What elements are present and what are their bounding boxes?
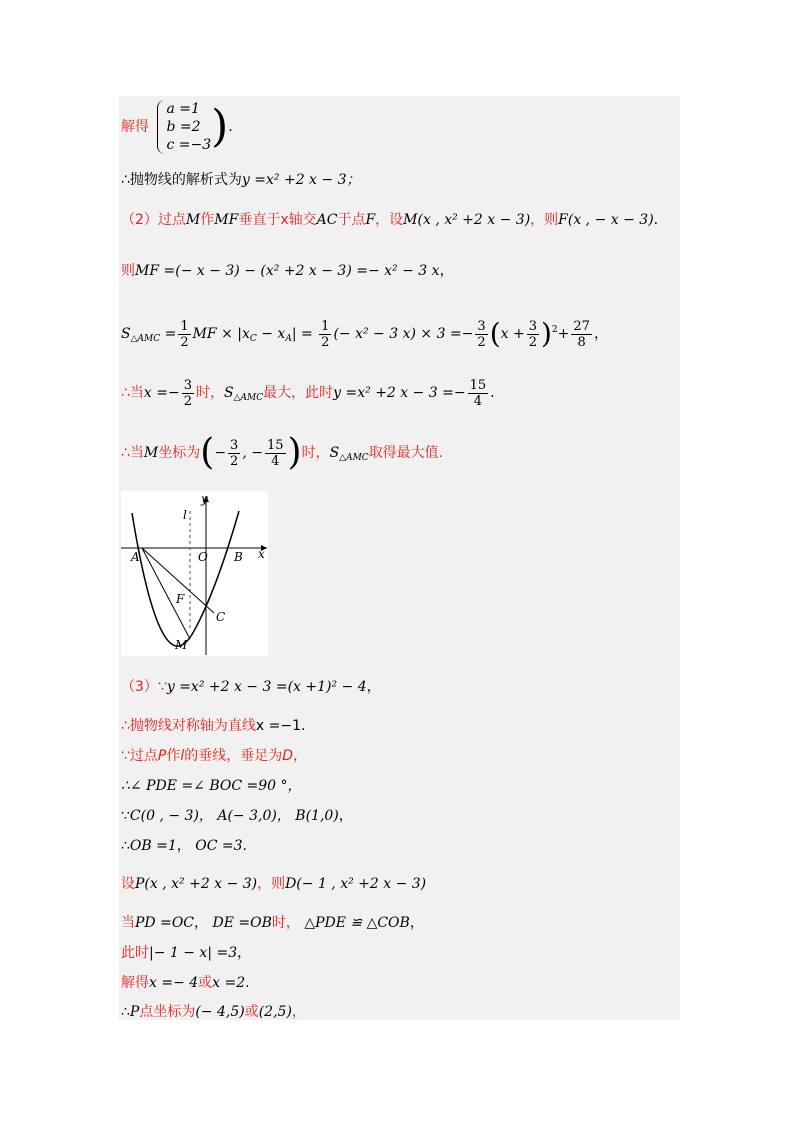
- frac-half-2: $\frac{1}{2}$: [321, 318, 330, 350]
- system-eq-b: b =2: [166, 119, 201, 135]
- frac-coord-15-4: $\frac{15}{4}$: [266, 437, 284, 469]
- axis-a: ∴抛物线对称轴为直线: [121, 718, 256, 734]
- perp-line: ∵过点P作l的垂线，垂足为D，: [121, 748, 308, 764]
- axis-b: x =−1: [255, 718, 302, 734]
- part3-line: （3）∵y =x² +2 x − 3 =(x +1)² − 4，: [121, 679, 381, 695]
- solve-system-line: [121, 100, 233, 154]
- p3-b: y =x² +2 x − 3 =(x +1)² − 4: [166, 679, 367, 695]
- mf-prefix: 则: [121, 263, 135, 279]
- analytic-line: [121, 171, 361, 189]
- p2-c: 作: [200, 212, 215, 228]
- mf-end: ，: [439, 263, 454, 279]
- pd-line: 当PD =OC， DE =OB时， △PDE ≌ △COB，: [121, 915, 424, 931]
- abs-eq: |− 1 − x| =3: [149, 945, 238, 961]
- coord-e: 取得最大值.: [368, 445, 444, 461]
- points-line: ∵C(0 , − 3)， A(− 3,0)， B(1,0)，: [121, 808, 353, 824]
- area-x: x +: [500, 326, 525, 342]
- frac-half-1: $\frac{1}{2}$: [180, 318, 189, 350]
- p2-l: F(x , − x − 3): [558, 212, 654, 228]
- analytic-expr: y =x² +2 x − 3；: [241, 172, 361, 188]
- p2-j: M(x , x² +2 x − 3): [403, 212, 531, 228]
- perp-d: l: [180, 748, 185, 764]
- point-B: B(1,0): [295, 808, 339, 824]
- set-p-line: 设P(x , x² +2 x − 3)，则D(− 1 , x² +2 x − 3): [121, 876, 427, 892]
- solve-label: 解得: [121, 119, 149, 135]
- sol-2: x =2: [212, 975, 246, 991]
- fin-pt1: (− 4,5): [195, 1004, 245, 1020]
- setp-d: D(− 1 , x² +2 x − 3): [285, 876, 427, 892]
- label-F: F: [176, 592, 185, 606]
- coord-d: 时，: [301, 445, 330, 461]
- ob-line: ∴OB =1， OC =3.: [121, 838, 247, 854]
- angle-line: [121, 777, 302, 795]
- final-line: ∴P点坐标为(− 4,5)或(2,5)，: [121, 1004, 306, 1020]
- p3-a: （3）∵: [121, 679, 167, 695]
- system-eq-c: c =−3: [166, 137, 212, 153]
- coord-a: ∴当: [121, 445, 144, 461]
- max-line: ∴当x =− $\frac{3}{2}$ 时，$S_{\triangle AMC}$最大，此时y =x² +2 x − 3 =− $\frac{15}{4}$ .: [121, 377, 495, 409]
- coord-b: M: [143, 445, 159, 461]
- p2-a: （2）过点: [121, 212, 186, 228]
- graph-svg: [121, 491, 268, 656]
- axis-line: ∴抛物线对称轴为直线x =−1.: [121, 718, 306, 734]
- parabola-graph: [121, 491, 268, 656]
- area-sub: △AMC: [130, 334, 161, 344]
- p2-i: ，设: [375, 212, 404, 228]
- angle-expr: ∴∠ PDE =∠ BOC =90 °，: [121, 778, 302, 794]
- frac-coord-3-2: $\frac{3}{2}$: [230, 437, 239, 469]
- abs-line: 此时|− 1 − x| =3，: [121, 945, 252, 961]
- p2-g: 于点: [337, 212, 366, 228]
- label-y: y: [201, 492, 208, 506]
- label-l: l: [183, 508, 187, 522]
- when-d: S: [224, 385, 234, 401]
- when-b: x =−: [143, 385, 180, 401]
- coord-c: 坐标为: [158, 445, 201, 461]
- pd-eq: PD =OC: [135, 915, 195, 931]
- label-x: x: [258, 547, 265, 561]
- p2-d: MF: [214, 212, 239, 228]
- perp-a: ∵过点: [121, 748, 158, 764]
- part2-line: [121, 211, 658, 229]
- frac-3-2: $\frac{3}{2}$: [477, 318, 486, 350]
- fin-p: P: [129, 1004, 140, 1020]
- when-a: ∴当: [121, 385, 144, 401]
- point-C: C(0 , − 3)，: [129, 808, 213, 824]
- frac-3-2-b: $\frac{3}{2}$: [528, 318, 537, 350]
- de-eq: DE =OB: [212, 915, 272, 931]
- setp-b: P(x , x² +2 x − 3): [135, 876, 258, 892]
- perp-b: P: [157, 748, 167, 764]
- p2-k: ，则: [530, 212, 559, 228]
- coord-line: ∴当M坐标为(− $\frac{3}{2}$ , − $\frac{15}{4}$ )时，$S_{\triangle AMC}$取得最大值.: [121, 432, 444, 473]
- system-end: .: [228, 119, 233, 135]
- p2-m: .: [653, 212, 659, 228]
- label-C: C: [216, 610, 226, 624]
- p2-b: M: [185, 212, 201, 228]
- frac-27-8: $\frac{27}{8}$: [573, 318, 590, 350]
- label-O: O: [198, 550, 208, 564]
- system-eq-a: a =1: [166, 101, 200, 117]
- area-mid: MF × |x: [192, 326, 250, 342]
- p2-h: F: [365, 212, 376, 228]
- oc-eq: OC =3: [195, 838, 243, 854]
- p2-e: 垂直于x轴交: [238, 212, 317, 228]
- mf-line: [121, 262, 454, 280]
- fin-pt2: (2,5): [258, 1004, 292, 1020]
- system-right-paren: ): [211, 101, 229, 152]
- label-A: A: [131, 550, 140, 564]
- ob-eq: OB =1: [129, 838, 177, 854]
- frac-15-4: $\frac{15}{4}$: [469, 377, 487, 409]
- label-B: B: [234, 550, 243, 564]
- analytic-prefix: ∴抛物线的解析式为: [121, 172, 242, 188]
- p2-f: AC: [316, 212, 338, 228]
- frac-when-3-2: $\frac{3}{2}$: [183, 377, 193, 409]
- setp-a: 设: [121, 876, 135, 892]
- area-formula-line: $S_{\triangle AMC}$ = $\frac{1}{2}$ MF × $|x_C - x_A|$ = $\frac{1}{2}$ (− x² − 3 x) × 3 =− $\frac{3}{2}$ (x + $\frac{3}{2}$ )$^2$+ $\frac{27}{8}$ ，: [121, 317, 608, 350]
- when-f: y =x² +2 x − 3 =−: [333, 385, 466, 401]
- point-A: A(− 3,0)，: [217, 808, 291, 824]
- area-s: S: [121, 326, 131, 342]
- solutions-line: 解得x =− 4或x =2.: [121, 975, 250, 991]
- sol-1: x =− 4: [149, 975, 199, 991]
- when-c: 时，: [196, 385, 225, 401]
- mf-expr: MF =(− x − 3) − (x² +2 x − 3) =− x² − 3 x: [135, 263, 440, 279]
- congruence: △PDE ≌ △COB: [304, 915, 410, 931]
- area-rhs1: (− x² − 3 x) × 3 =−: [333, 326, 474, 342]
- label-M: M: [175, 638, 188, 652]
- equation-system: [157, 100, 211, 154]
- when-e: 最大，此时: [263, 385, 334, 401]
